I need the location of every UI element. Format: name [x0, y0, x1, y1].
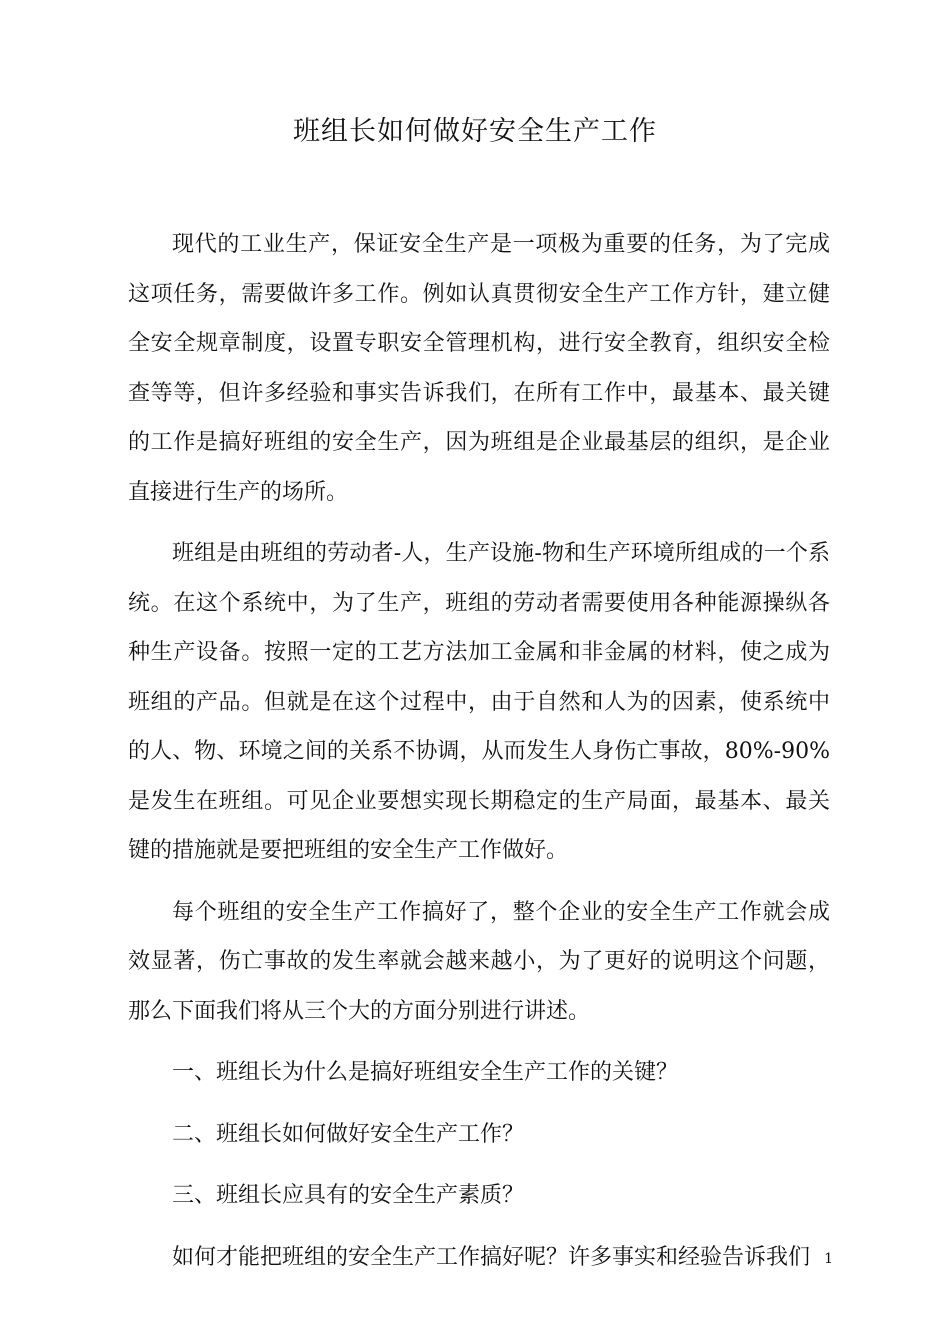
- outline-item-1: 一、班组长为什么是搞好班组安全生产工作的关键？: [172, 1060, 679, 1085]
- outline-item-2: 二、班组长如何做好安全生产工作？: [172, 1121, 525, 1147]
- page-number: 1: [824, 1251, 833, 1267]
- outline-item-3: 三、班组长应具有的安全生产素质？: [172, 1183, 525, 1208]
- paragraph-question: 如何才能把班组的安全生产工作搞好呢？许多事实和经验告诉我们: [172, 1244, 811, 1270]
- paragraph-intro: 现代的工业生产，保证安全生产是一项极为重要的任务，为了完成这项任务，需要做许多工作。例如认真贯彻安全生产工作方针，建立健全安全规章制度，设置专职安全管理机构，进行安全教育，组织安全检查等等，但许多经验和事实告诉我们，在所有工作中，最基本、最关键的工作是搞好班组的安全生产，因为班组是企业最基层的组织，是企业直接进行生产的场所。: [128, 232, 830, 505]
- paragraph-team-system: 班组是由班组的劳动者-人，生产设施-物和生产环境所组成的一个系统。在这个系统中，为了生产，班组的劳动者需要使用各种能源操纵各种生产设备。按照一定的工艺方法加工金属和非金属的材料，使之成为班组的产品。但就是在这个过程中，由于自然和人为的因素，使系统中的人、物、环境之间的关系不协调，从而发生人身伤亡事故，80%-90%是发生在班组。可见企业要想实现长期稳定的生产局面，最基本、最关键的措施就是要把班组的安全生产工作做好。: [128, 541, 830, 863]
- document-body: [128, 220, 830, 1294]
- document-title: 班组长如何做好安全生产工作: [293, 116, 657, 147]
- paragraph-effect: 每个班组的安全生产工作搞好了，整个企业的安全生产工作就会成效显著，伤亡事故的发生率就会越来越小，为了更好的说明这个问题，那么下面我们将从三个大的方面分别进行讲述。: [128, 899, 830, 1024]
